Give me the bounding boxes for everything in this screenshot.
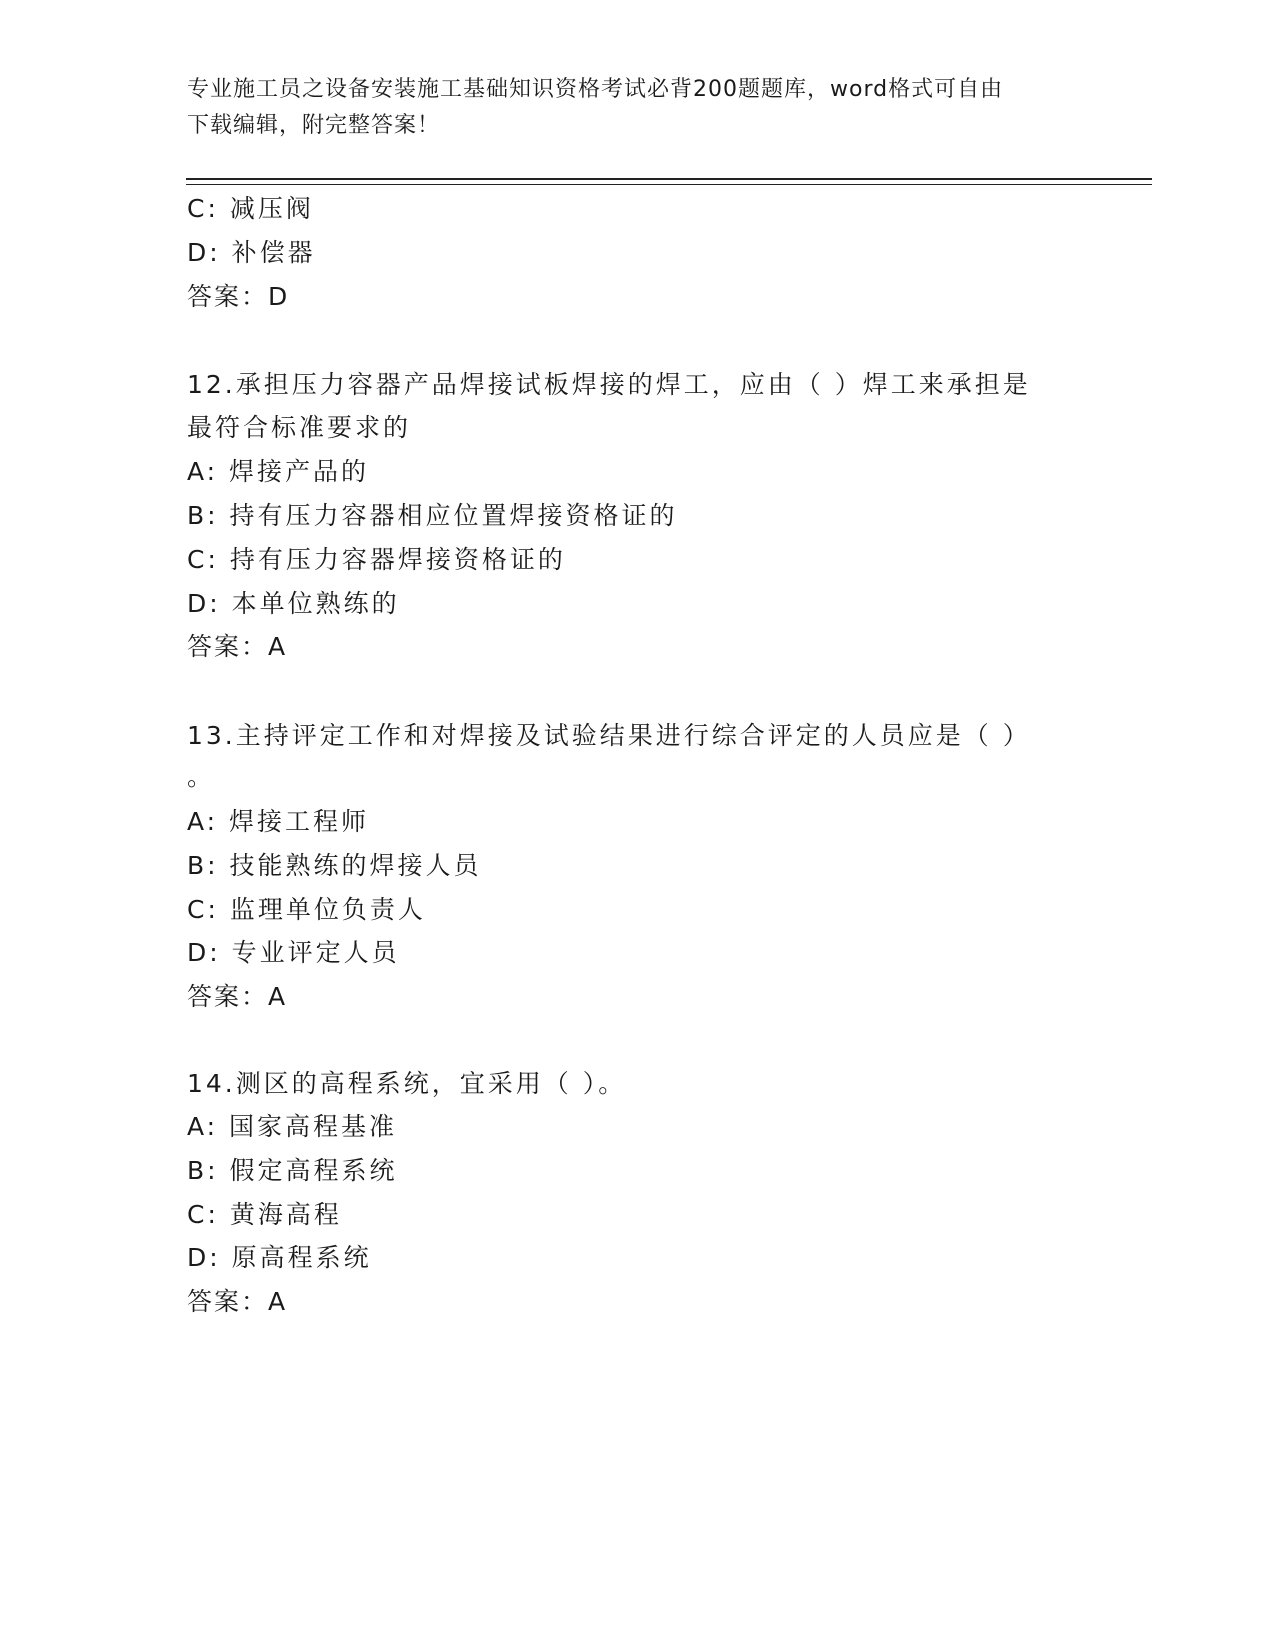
q13-option-c: C: 监理单位负责人 [187, 895, 426, 924]
header-divider-thin [186, 184, 1152, 185]
header-divider-thick [186, 178, 1152, 180]
q13-option-b: B: 技能熟练的焊接人员 [187, 851, 482, 880]
document-header [187, 72, 1067, 144]
q12-answer: 答案：A [187, 632, 288, 661]
q12-option-a: A: 焊接产品的 [187, 457, 370, 486]
q14-stem-line-1: 14.测区的高程系统，宜采用（ ）。 [187, 1069, 627, 1098]
header-line-2: 下载编辑，附完整答案！ [187, 113, 441, 138]
q13-answer: 答案：A [187, 982, 288, 1011]
q14-option-a: A: 国家高程基准 [187, 1112, 398, 1141]
q11-answer: 答案：D [187, 282, 290, 311]
q13-option-d: D: 专业评定人员 [187, 938, 400, 967]
q12-option-b: B: 持有压力容器相应位置焊接资格证的 [187, 501, 678, 530]
q13-stem-line-2: 。 [187, 762, 216, 791]
q11-option-d: D: 补偿器 [187, 238, 316, 267]
q14-option-b: B: 假定高程系统 [187, 1156, 398, 1185]
header-line-1: 专业施工员之设备安装施工基础知识资格考试必背200题题库，word格式可自由 [187, 77, 1004, 102]
q13-option-a: A: 焊接工程师 [187, 807, 370, 836]
q14-option-c: C: 黄海高程 [187, 1200, 342, 1229]
q11-option-c: C: 减压阀 [187, 194, 314, 223]
q14-option-d: D: 原高程系统 [187, 1243, 372, 1272]
q12-option-c: C: 持有压力容器焊接资格证的 [187, 545, 566, 574]
q13-stem-line-1: 13.主持评定工作和对焊接及试验结果进行综合评定的人员应是（ ） [187, 721, 1031, 750]
q14-answer: 答案：A [187, 1287, 288, 1316]
q12-stem-line-1: 12.承担压力容器产品焊接试板焊接的焊工，应由（ ）焊工来承担是 [187, 370, 1031, 399]
q12-stem-line-2: 最符合标准要求的 [187, 413, 412, 442]
q12-option-d: D: 本单位熟练的 [187, 589, 400, 618]
